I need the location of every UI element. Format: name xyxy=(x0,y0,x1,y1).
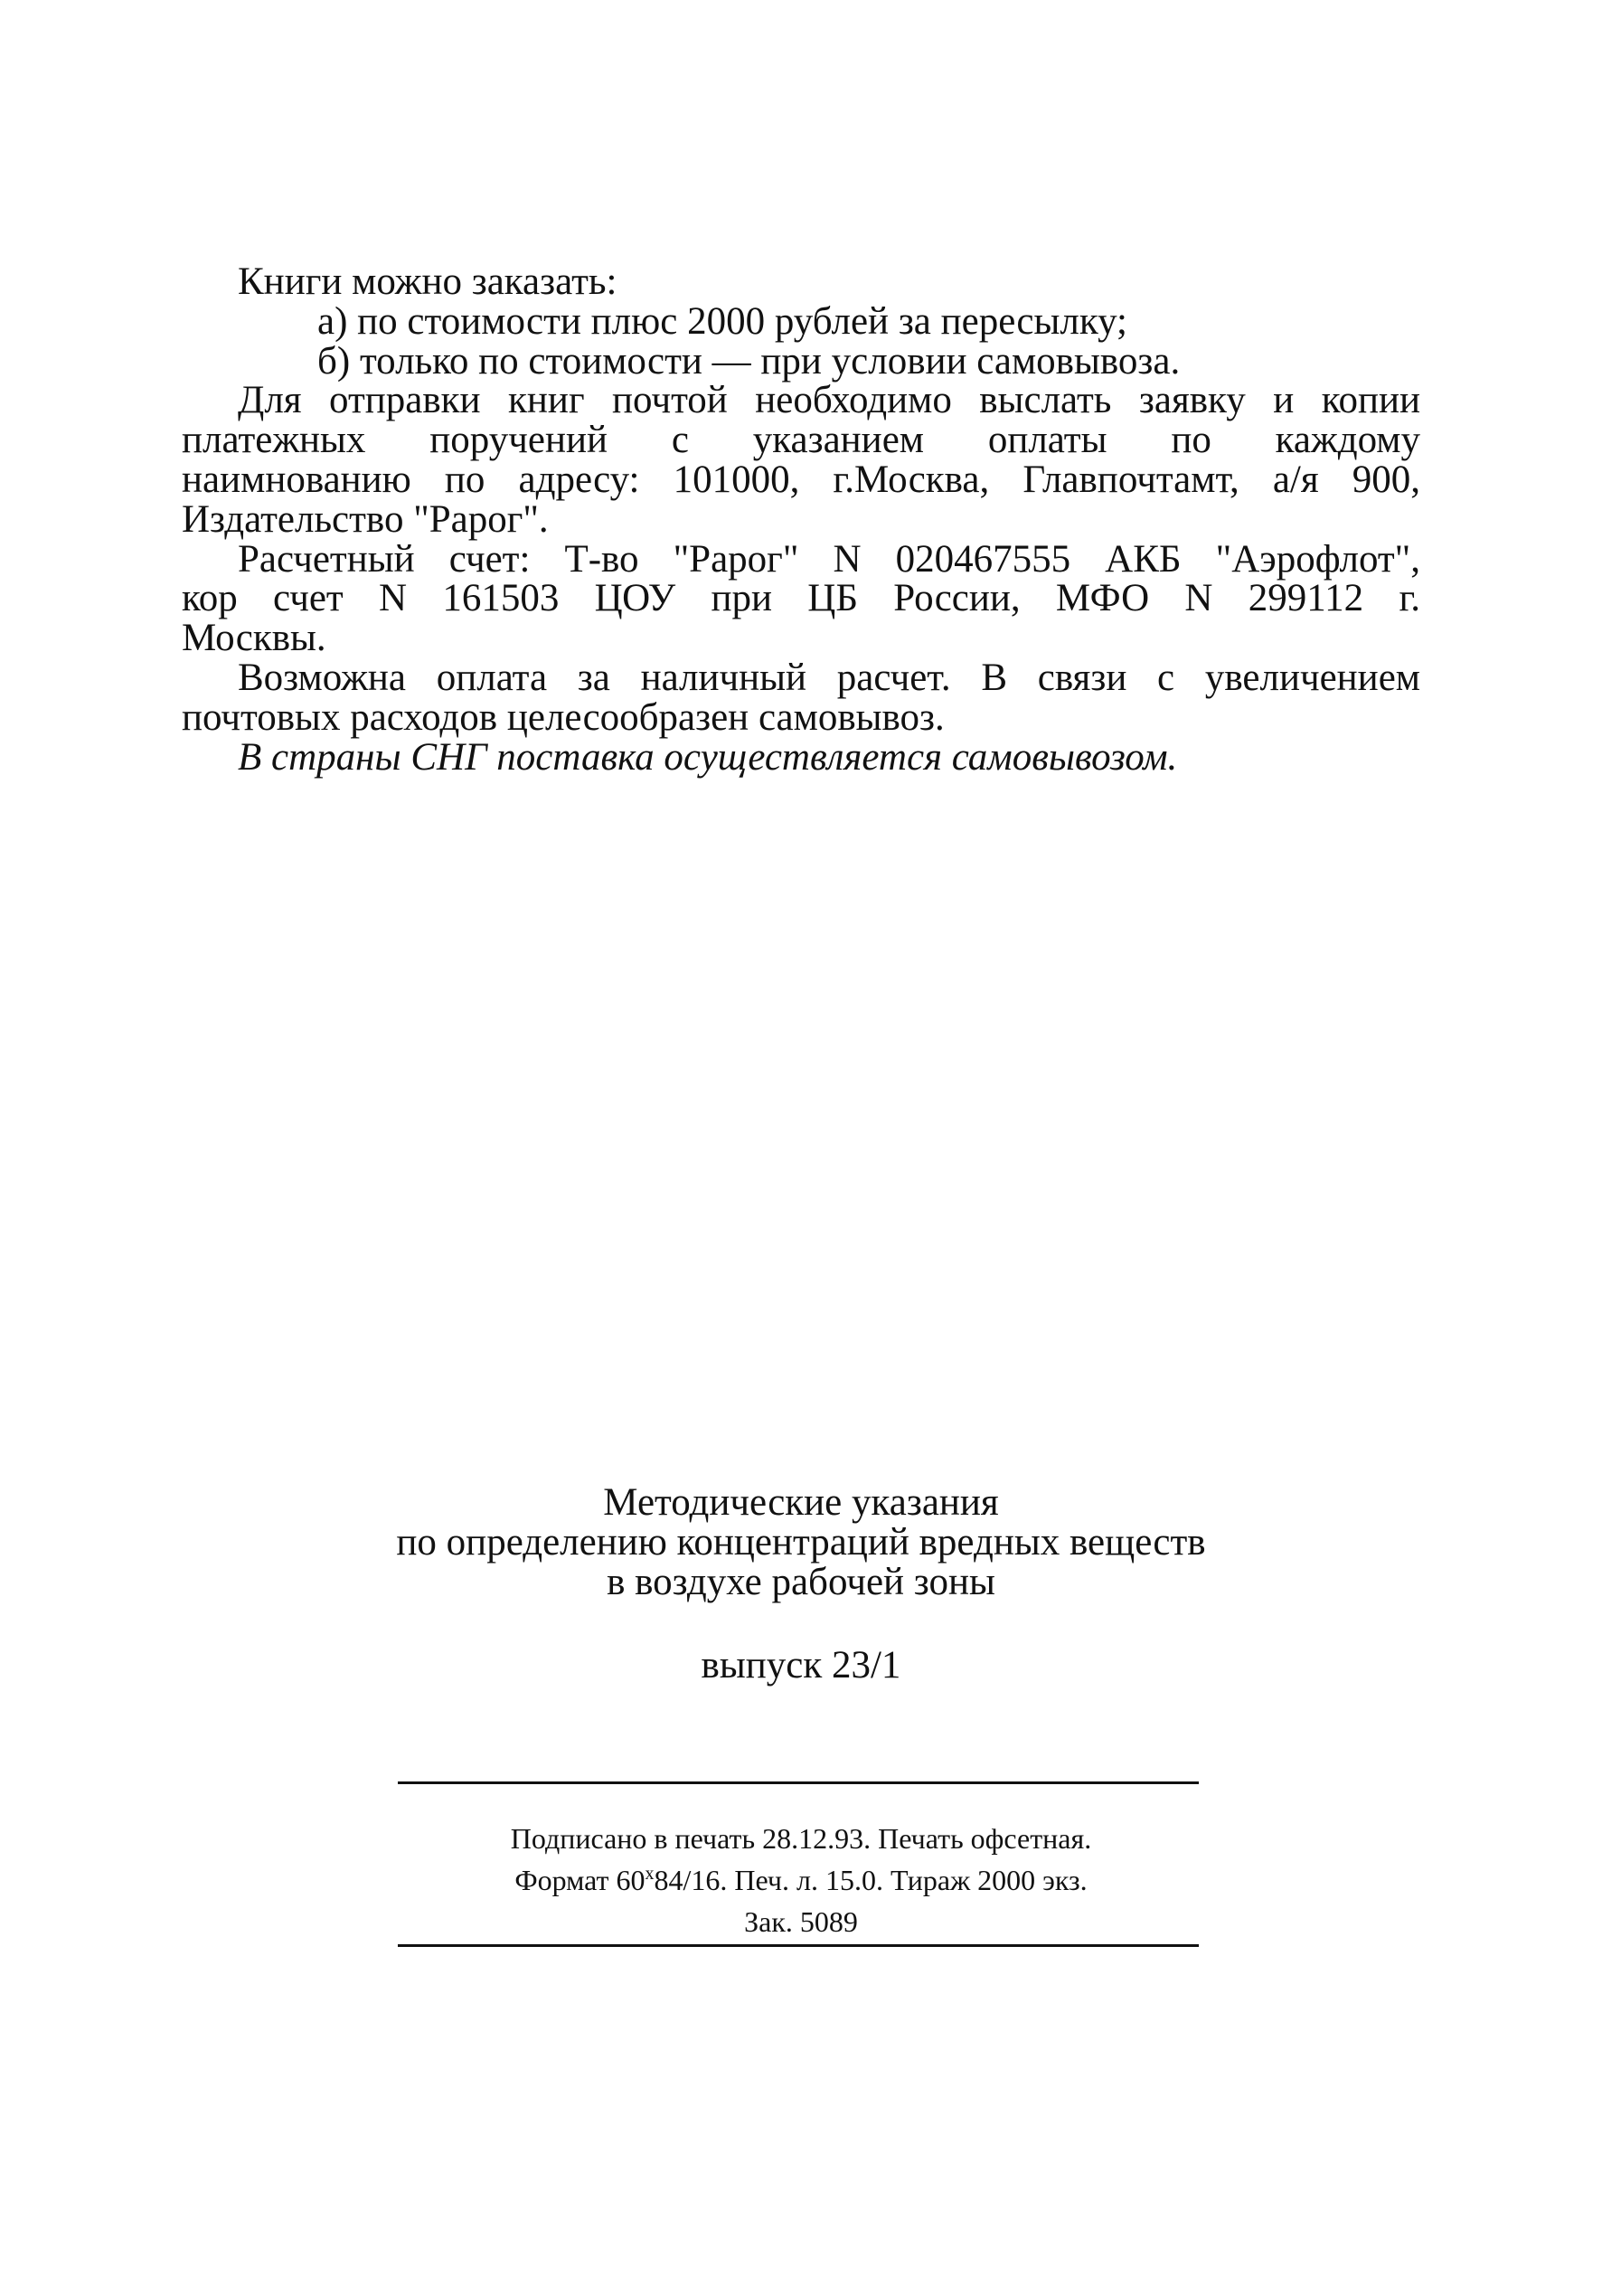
account-line: Расчетный счет: Т-во "Рарог" N 020467555 АКБ "Аэрофлот", xyxy=(238,537,1420,581)
payment-paragraph xyxy=(182,658,1420,738)
title-line: в воздухе рабочей зоны xyxy=(607,1561,995,1603)
bank-account-paragraph xyxy=(182,537,1420,660)
title-line: по определению концентраций вредных веществ xyxy=(396,1521,1206,1564)
format-multiplier: x xyxy=(645,1864,655,1884)
issue-number: выпуск 23/1 xyxy=(701,1644,901,1687)
payment-line: почтовых расходов целесообразен самовывоз. xyxy=(182,695,945,739)
publication-title xyxy=(182,1483,1420,1602)
mail-line: Издательство "Рарог". xyxy=(182,497,549,541)
mail-line: Для отправки книг почтой необходимо выслать заявку и копии xyxy=(238,379,1420,422)
imprint-format-line xyxy=(182,1859,1420,1901)
imprint-signed-line: Подписано в печать 28.12.93. Печать офсетная. xyxy=(510,1822,1092,1855)
order-option-b: б) только по стоимости — при условии самовывоза. xyxy=(317,339,1181,383)
account-line: кор счет N 161503 ЦОУ при ЦБ России, МФО N 299112 г. xyxy=(182,577,1420,620)
bottom-divider xyxy=(398,1944,1199,1947)
mail-line: платежных поручений с указанием оплаты по каждому xyxy=(182,419,1420,462)
title-line: Методические указания xyxy=(603,1481,999,1524)
order-heading: Книги можно заказать: xyxy=(238,260,617,303)
imprint-order-line: Зак. 5089 xyxy=(744,1905,858,1938)
account-line: Москвы. xyxy=(182,617,326,660)
imprint-block xyxy=(182,1818,1420,1942)
order-option-a: а) по стоимости плюс 2000 рублей за пересылку; xyxy=(317,299,1127,343)
top-divider xyxy=(398,1781,1199,1784)
mail-order-paragraph xyxy=(182,381,1420,539)
format-rest: 84/16. Печ. л. 15.0. Тираж 2000 экз. xyxy=(654,1864,1088,1896)
order-info-section xyxy=(182,262,1420,777)
mail-line: наимнованию по адресу: 101000, г.Москва, Главпочтамт, а/я 900, xyxy=(182,458,1420,501)
cis-delivery-note: В страны СНГ поставка осуществляется самовывозом. xyxy=(238,735,1178,779)
format-prefix: Формат 60 xyxy=(514,1864,646,1896)
payment-line: Возможна оплата за наличный расчет. В связи с увеличением xyxy=(238,656,1420,699)
